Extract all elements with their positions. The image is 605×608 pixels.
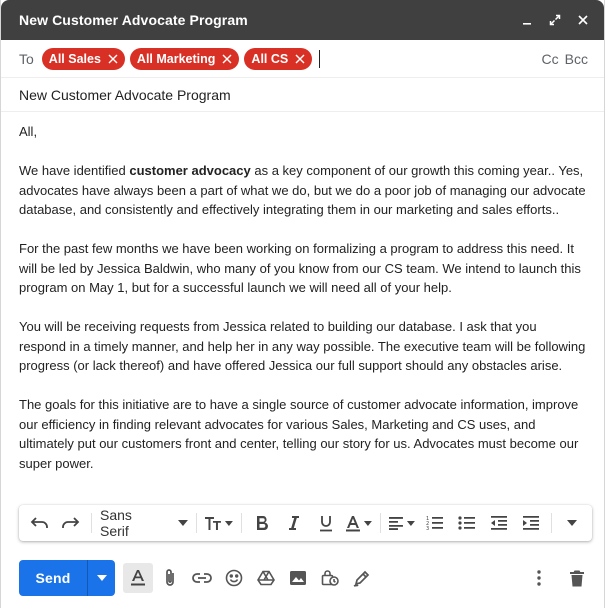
- indent-less-icon[interactable]: [486, 509, 512, 537]
- recipient-chip[interactable]: [244, 48, 312, 70]
- divider: [91, 513, 92, 533]
- bcc-link[interactable]: Bcc: [564, 50, 588, 67]
- attach-icon[interactable]: [155, 563, 185, 593]
- body-paragraph: We have identified customer advocacy as a key component of our growth this coming year.. Yes, advocates have always been a part of what we do, but we do a poor job of managing our advocate database, and consistently and effectively integrating them in our marketing and sales efforts..: [19, 163, 586, 217]
- chevron-down-icon: [178, 520, 188, 526]
- minimize-icon[interactable]: [518, 11, 536, 29]
- text-size-icon[interactable]: [204, 509, 234, 537]
- formatting-toolbar: [19, 505, 592, 541]
- recipient-chip[interactable]: [42, 48, 125, 70]
- remove-recipient-icon[interactable]: [294, 53, 306, 65]
- body-paragraph: The goals for this initiative are to have a single source of customer advocate information, improve our efficiency in finding relevant advocates for various Sales, Marketing and CS uses, and ultimately put our customers front and center, telling our story for us. Advocates must become our super power.: [19, 397, 579, 471]
- recipient-chip-label: All Marketing: [136, 51, 216, 66]
- more-options-icon[interactable]: [524, 563, 554, 593]
- message-body[interactable]: [19, 122, 587, 493]
- formatting-options-icon[interactable]: [123, 563, 153, 593]
- numbered-list-icon[interactable]: [422, 509, 448, 537]
- recipient-chip[interactable]: [130, 48, 240, 70]
- divider: [241, 513, 242, 533]
- svg-text:3: 3: [426, 526, 430, 531]
- remove-recipient-icon[interactable]: [221, 53, 233, 65]
- redo-icon[interactable]: [58, 509, 84, 537]
- divider: [551, 513, 552, 533]
- insert-link-icon[interactable]: [187, 563, 217, 593]
- text-color-icon[interactable]: [345, 509, 373, 537]
- chevron-down-icon: [97, 575, 107, 581]
- close-icon[interactable]: [574, 11, 592, 29]
- drive-icon[interactable]: [251, 563, 281, 593]
- body-paragraph: For the past few months we have been working on formalizing a program to address this need. It will be led by Jessica Baldwin, who many of you know from our CS team. We intend to launch this program on May 1, but for a successful launch we will need all of your help.: [19, 241, 581, 295]
- send-button[interactable]: Send: [35, 570, 71, 586]
- send-button-group: [19, 560, 115, 596]
- signature-icon[interactable]: [347, 563, 377, 593]
- send-options-button[interactable]: [87, 560, 115, 596]
- to-label: To: [19, 50, 34, 67]
- to-field[interactable]: [1, 40, 604, 78]
- cc-link[interactable]: Cc: [541, 50, 559, 67]
- subject-field[interactable]: [1, 78, 604, 112]
- greeting: All,: [19, 124, 38, 139]
- body-paragraph: You will be receiving requests from Jessica related to building our database. I ask that you respond in a timely manner, and help her in any way possible. The executive team will be following progress (or lack thereof) and have offered Jessica our full support should any obstacles arise.: [19, 319, 586, 373]
- svg-text:2: 2: [426, 521, 430, 527]
- remove-recipient-icon[interactable]: [107, 53, 119, 65]
- divider: [196, 513, 197, 533]
- divider: [380, 513, 381, 533]
- underline-icon[interactable]: [313, 509, 339, 537]
- emoji-icon[interactable]: [219, 563, 249, 593]
- compose-title: New Customer Advocate Program: [19, 12, 248, 28]
- subject-text: New Customer Advocate Program: [19, 86, 231, 103]
- undo-icon[interactable]: [26, 509, 52, 537]
- compose-title-bar[interactable]: [1, 0, 604, 40]
- font-family-label: Sans Serif: [100, 507, 132, 539]
- svg-text:1: 1: [426, 516, 430, 522]
- expand-icon[interactable]: [546, 11, 564, 29]
- discard-draft-icon[interactable]: [562, 563, 592, 593]
- recipient-chip-label: All CS: [251, 51, 289, 66]
- italic-icon[interactable]: [281, 509, 307, 537]
- compose-footer: [19, 560, 592, 596]
- recipient-chip-label: All Sales: [48, 51, 101, 66]
- more-formatting-icon[interactable]: [559, 509, 585, 537]
- bold-icon[interactable]: [249, 509, 275, 537]
- confidential-mode-icon[interactable]: [315, 563, 345, 593]
- insert-photo-icon[interactable]: [283, 563, 313, 593]
- align-icon[interactable]: [388, 509, 416, 537]
- font-family-select[interactable]: [96, 507, 192, 539]
- text-cursor: [319, 50, 320, 68]
- indent-more-icon[interactable]: [518, 509, 544, 537]
- bulleted-list-icon[interactable]: [454, 509, 480, 537]
